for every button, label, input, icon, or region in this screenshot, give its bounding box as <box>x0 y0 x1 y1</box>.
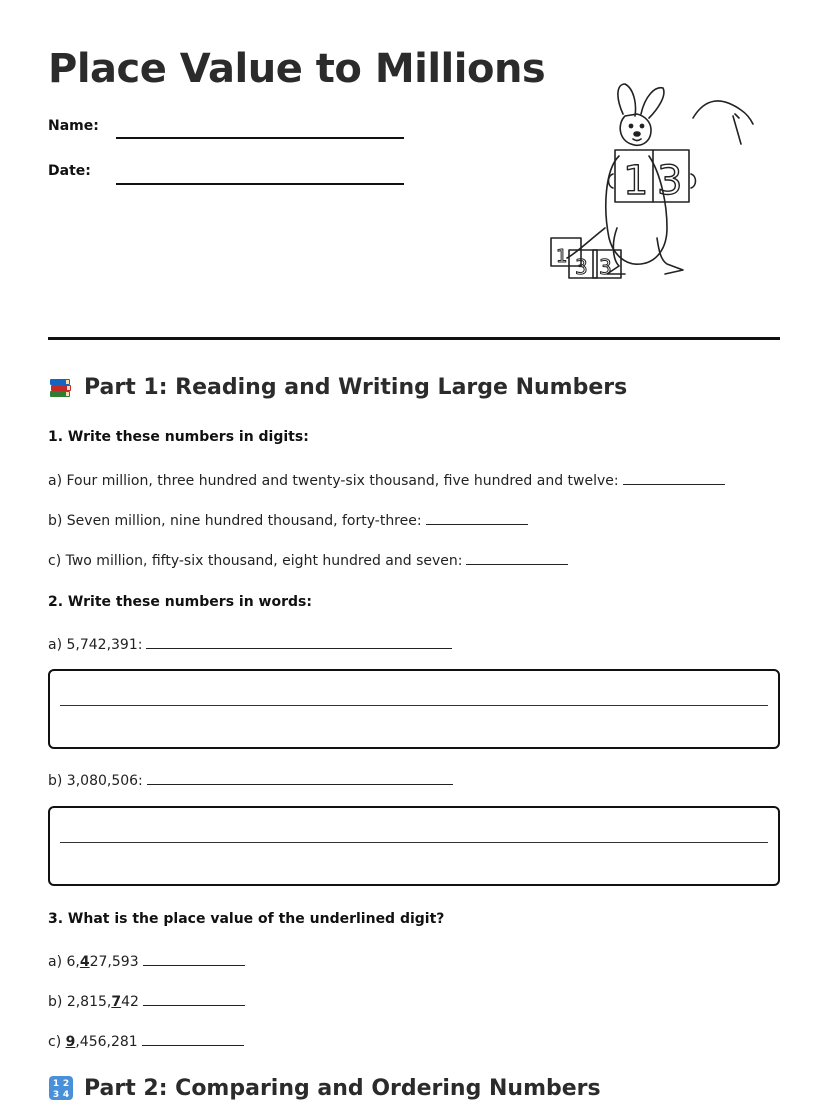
svg-text:1: 1 <box>52 1079 60 1089</box>
sign-digit-3: 3 <box>657 158 683 204</box>
books-icon <box>48 374 74 400</box>
q3c-answer-blank[interactable] <box>142 1031 244 1046</box>
q3c-underlined-digit: 9 <box>65 1034 76 1050</box>
q3b-line <box>48 991 245 1010</box>
q3c-number-after: ,456,281 <box>75 1034 138 1050</box>
q1b-text: b) Seven million, nine hundred thousand, forty-three: <box>48 513 422 529</box>
q1a-line <box>48 470 725 489</box>
svg-text:3: 3 <box>575 255 588 279</box>
q3c-line <box>48 1031 244 1050</box>
q3-title: 3. What is the place value of the underlined digit? <box>48 911 445 927</box>
q3b-number-after: 42 <box>121 994 139 1010</box>
answer-writing-line <box>60 705 768 706</box>
q2b-answer-blank[interactable] <box>147 770 453 785</box>
svg-text:3: 3 <box>52 1090 60 1100</box>
q2a-line <box>48 634 452 653</box>
q2-title: 2. Write these numbers in words: <box>48 594 312 610</box>
q1a-answer-blank[interactable] <box>623 470 725 485</box>
date-label: Date: <box>48 163 91 179</box>
q1c-text: c) Two million, fifty-six thousand, eight hundred and seven: <box>48 553 463 569</box>
q3b-answer-blank[interactable] <box>143 991 245 1006</box>
page-title: Place Value to Millions <box>48 46 546 92</box>
q2a-answer-box[interactable] <box>48 669 780 749</box>
q2b-line <box>48 770 453 789</box>
q3b-number-before: 2,815, <box>66 994 112 1010</box>
svg-text:3: 3 <box>599 255 612 279</box>
q3b-underlined-digit: 7 <box>111 994 122 1010</box>
q1c-answer-blank[interactable] <box>466 550 568 565</box>
q3a-answer-blank[interactable] <box>143 951 245 966</box>
q3a-line <box>48 951 245 970</box>
q3a-underlined-digit: 4 <box>79 954 90 970</box>
q1b-answer-blank[interactable] <box>426 510 528 525</box>
q3b-label: b) <box>48 994 67 1010</box>
part2-title-text: Part 2: Comparing and Ordering Numbers <box>84 1075 601 1101</box>
answer-writing-line <box>60 842 768 843</box>
q1a-text: a) Four million, three hundred and twenty-six thousand, five hundred and twelve: <box>48 473 619 489</box>
numbers-1234-icon <box>48 1075 74 1101</box>
q2a-answer-blank[interactable] <box>146 634 452 649</box>
q3a-number-before: 6, <box>66 954 80 970</box>
q1c-line <box>48 550 568 569</box>
q1-title: 1. Write these numbers in digits: <box>48 429 309 445</box>
part2-title <box>48 1075 601 1101</box>
kangaroo-icon <box>545 78 760 283</box>
q3a-number-after: 27,593 <box>89 954 139 970</box>
date-field[interactable] <box>116 183 404 185</box>
part1-title <box>48 374 627 400</box>
q3a-label: a) <box>48 954 67 970</box>
sign-digit-1: 1 <box>623 158 649 204</box>
section-divider <box>48 337 780 340</box>
name-label: Name: <box>48 118 99 134</box>
name-field[interactable] <box>116 137 404 139</box>
svg-text:4: 4 <box>62 1090 70 1100</box>
q2b-answer-box[interactable] <box>48 806 780 886</box>
q1b-line <box>48 510 528 529</box>
svg-text:1: 1 <box>556 246 568 267</box>
part1-title-text: Part 1: Reading and Writing Large Numbers <box>84 374 628 400</box>
svg-text:2: 2 <box>62 1079 70 1089</box>
q3c-label: c) <box>48 1034 66 1050</box>
q2b-text: b) 3,080,506: <box>48 773 143 789</box>
q2a-text: a) 5,742,391: <box>48 637 143 653</box>
